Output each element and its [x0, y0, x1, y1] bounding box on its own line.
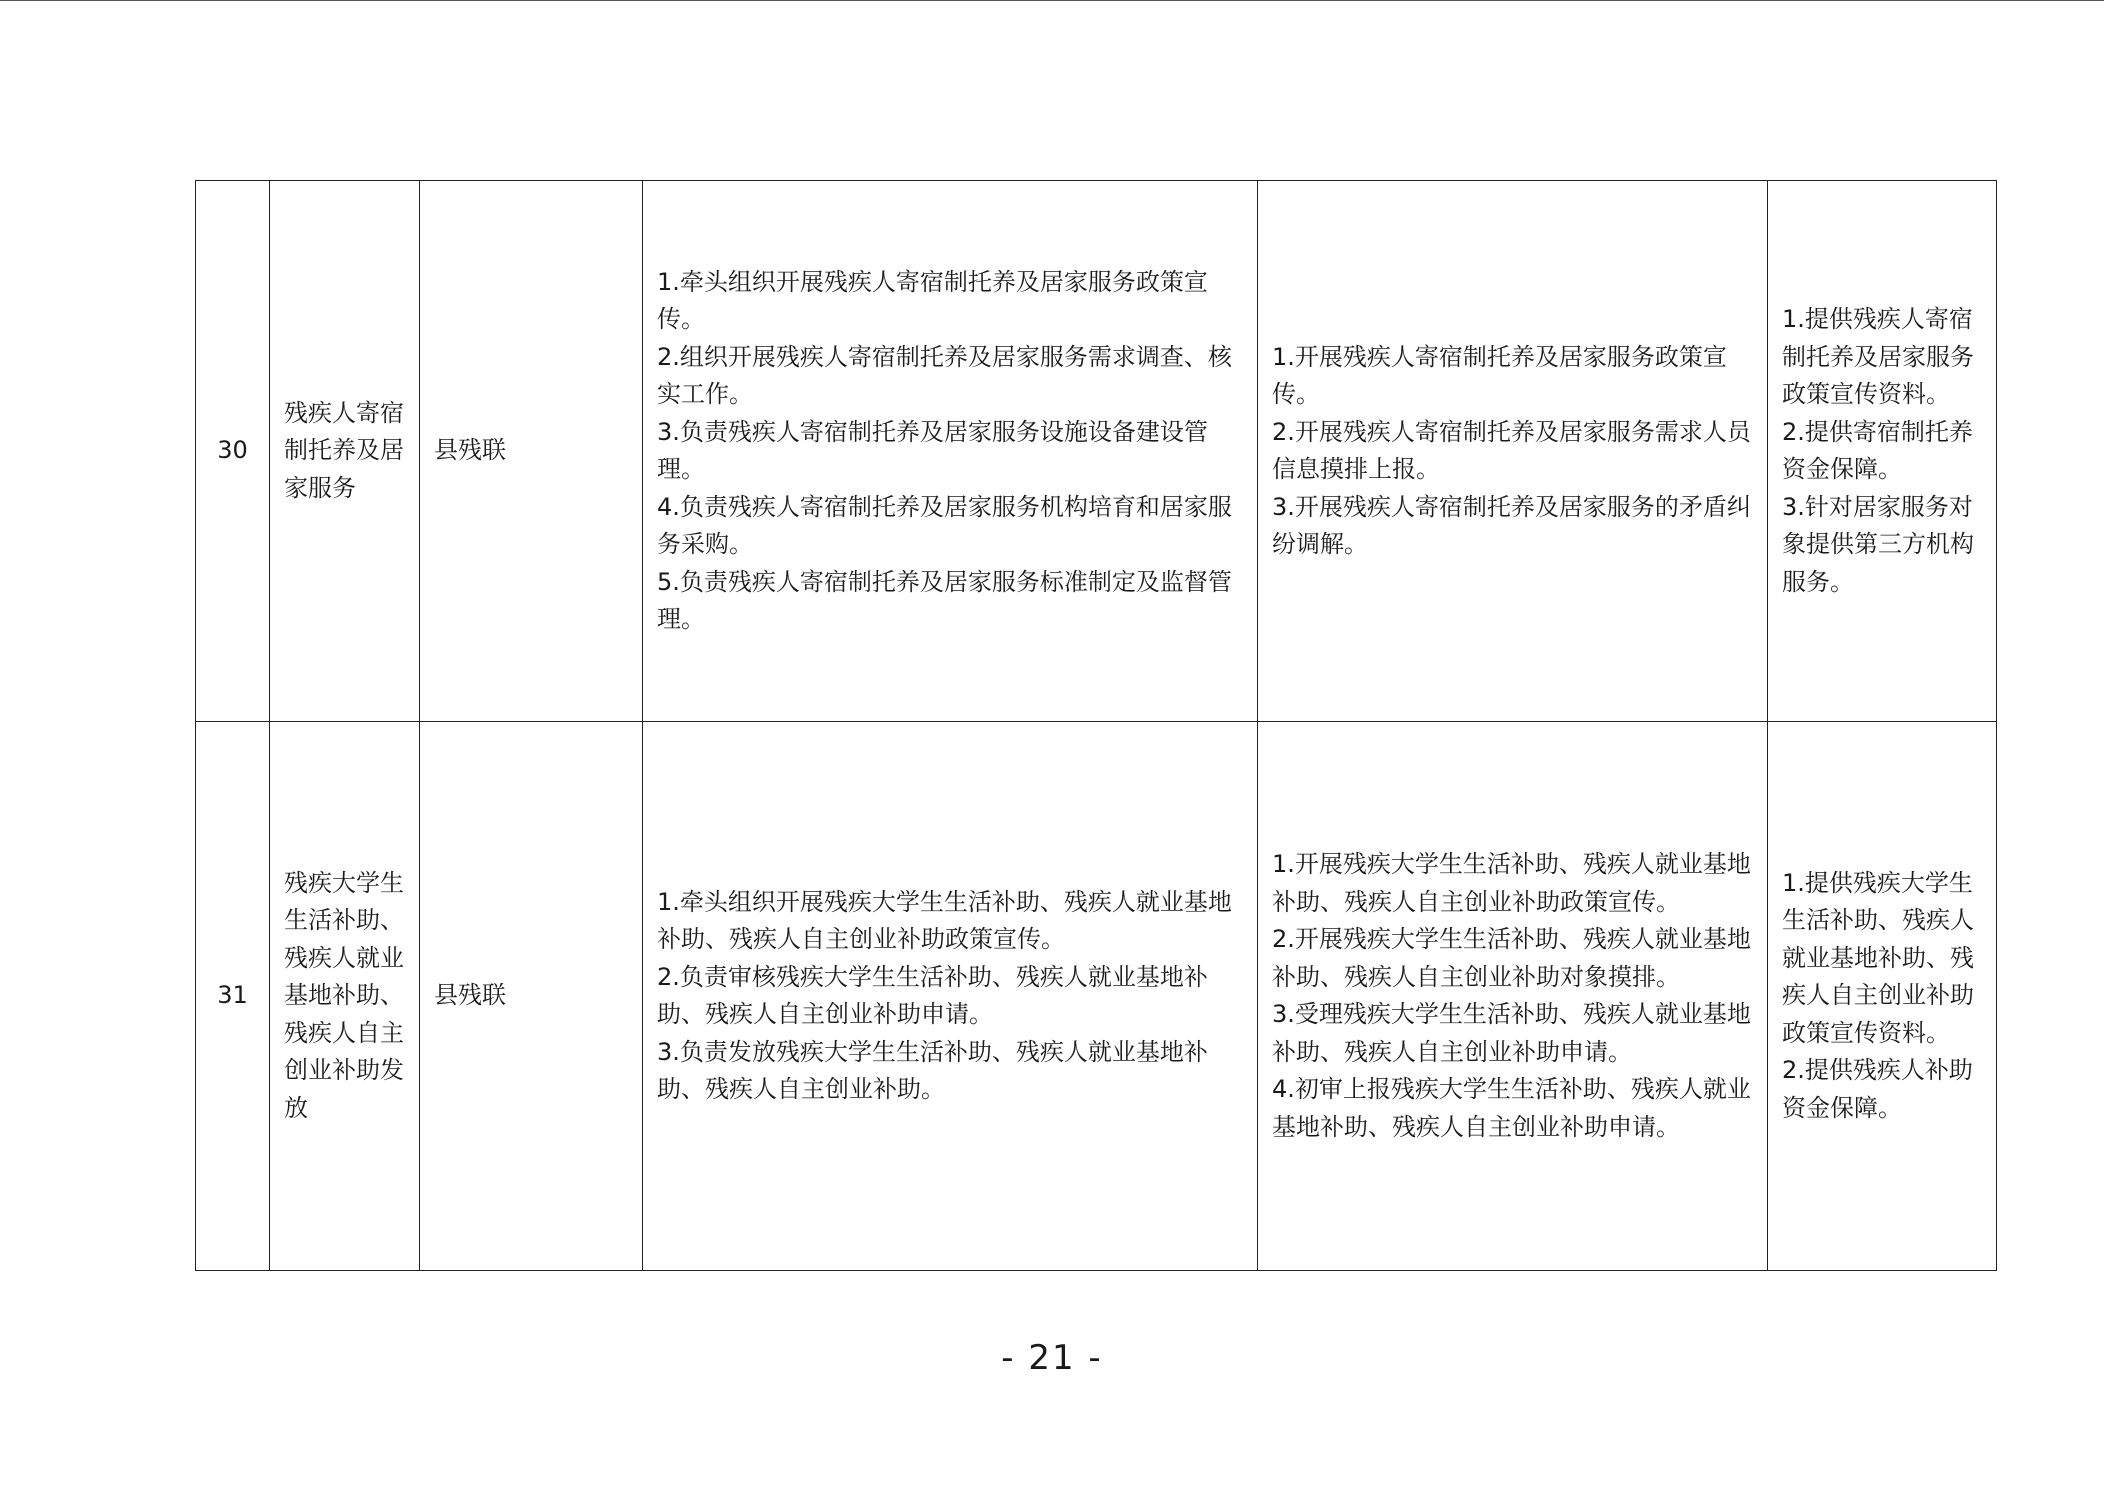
duty-line: 1.提供残疾人寄宿制托养及居家服务政策宣传资料。 [1782, 305, 1974, 408]
duty-line: 3.负责残疾人寄宿制托养及居家服务设施设备建设管理。 [657, 417, 1208, 483]
duty-line: 1.牵头组织开展残疾大学生生活补助、残疾人就业基地补助、残疾人自主创业补助政策宣传。 [657, 887, 1232, 953]
duty-table [195, 180, 1997, 1271]
page-number: - 21 - [1001, 1338, 1103, 1378]
duty-line: 3.针对居家服务对象提供第三方机构服务。 [1782, 492, 1974, 596]
duty-line: 4.初审上报残疾大学生生活补助、残疾人就业基地补助、残疾人自主创业补助申请。 [1272, 1075, 1751, 1141]
duty-line: 1.开展残疾大学生生活补助、残疾人就业基地补助、残疾人自主创业补助政策宣传。 [1272, 850, 1751, 916]
duty-line: 5.负责残疾人寄宿制托养及居家服务标准制定及监督管理。 [657, 567, 1232, 633]
item-name: 残疾人寄宿制托养及居家服务 [270, 181, 420, 722]
row-number: 31 [196, 722, 270, 1271]
duty-line: 1.提供残疾大学生生活补助、残疾人就业基地补助、残疾人自主创业补助政策宣传资料。 [1782, 868, 1974, 1047]
duty-line: 3.开展残疾人寄宿制托养及居家服务的矛盾纠纷调解。 [1272, 492, 1751, 558]
duty-line: 1.牵头组织开展残疾人寄宿制托养及居家服务政策宣传。 [657, 267, 1208, 333]
duty-line: 3.受理残疾大学生生活补助、残疾人就业基地补助、残疾人自主创业补助申请。 [1272, 1000, 1751, 1066]
duty-line: 2.提供残疾人补助资金保障。 [1782, 1056, 1973, 1122]
duty-line: 2.组织开展残疾人寄宿制托养及居家服务需求调查、核实工作。 [657, 342, 1232, 408]
duty-line: 2.开展残疾人寄宿制托养及居家服务需求人员信息摸排上报。 [1272, 417, 1751, 483]
lead-department: 县残联 [420, 722, 643, 1271]
duty-line: 4.负责残疾人寄宿制托养及居家服务机构培育和居家服务采购。 [657, 492, 1232, 558]
duty-line: 3.负责发放残疾大学生生活补助、残疾人就业基地补助、残疾人自主创业补助。 [657, 1037, 1208, 1103]
county-duties [643, 181, 1258, 722]
table-row [196, 181, 1997, 722]
duty-line: 1.开展残疾人寄宿制托养及居家服务政策宣传。 [1272, 342, 1727, 408]
county-duties [643, 722, 1258, 1271]
duty-line: 2.提供寄宿制托养资金保障。 [1782, 417, 1973, 483]
table-row [196, 722, 1997, 1271]
lead-department: 县残联 [420, 181, 643, 722]
township-duties [1258, 181, 1768, 722]
row-number: 30 [196, 181, 270, 722]
township-duties [1258, 722, 1768, 1271]
duty-line: 2.负责审核残疾大学生生活补助、残疾人就业基地补助、残疾人自主创业补助申请。 [657, 962, 1208, 1028]
support-duties [1768, 722, 1997, 1271]
duty-line: 2.开展残疾大学生生活补助、残疾人就业基地补助、残疾人自主创业补助对象摸排。 [1272, 925, 1751, 991]
item-name: 残疾大学生生活补助、残疾人就业基地补助、残疾人自主创业补助发放 [270, 722, 420, 1271]
support-duties [1768, 181, 1997, 722]
top-border-line [0, 0, 2104, 1]
